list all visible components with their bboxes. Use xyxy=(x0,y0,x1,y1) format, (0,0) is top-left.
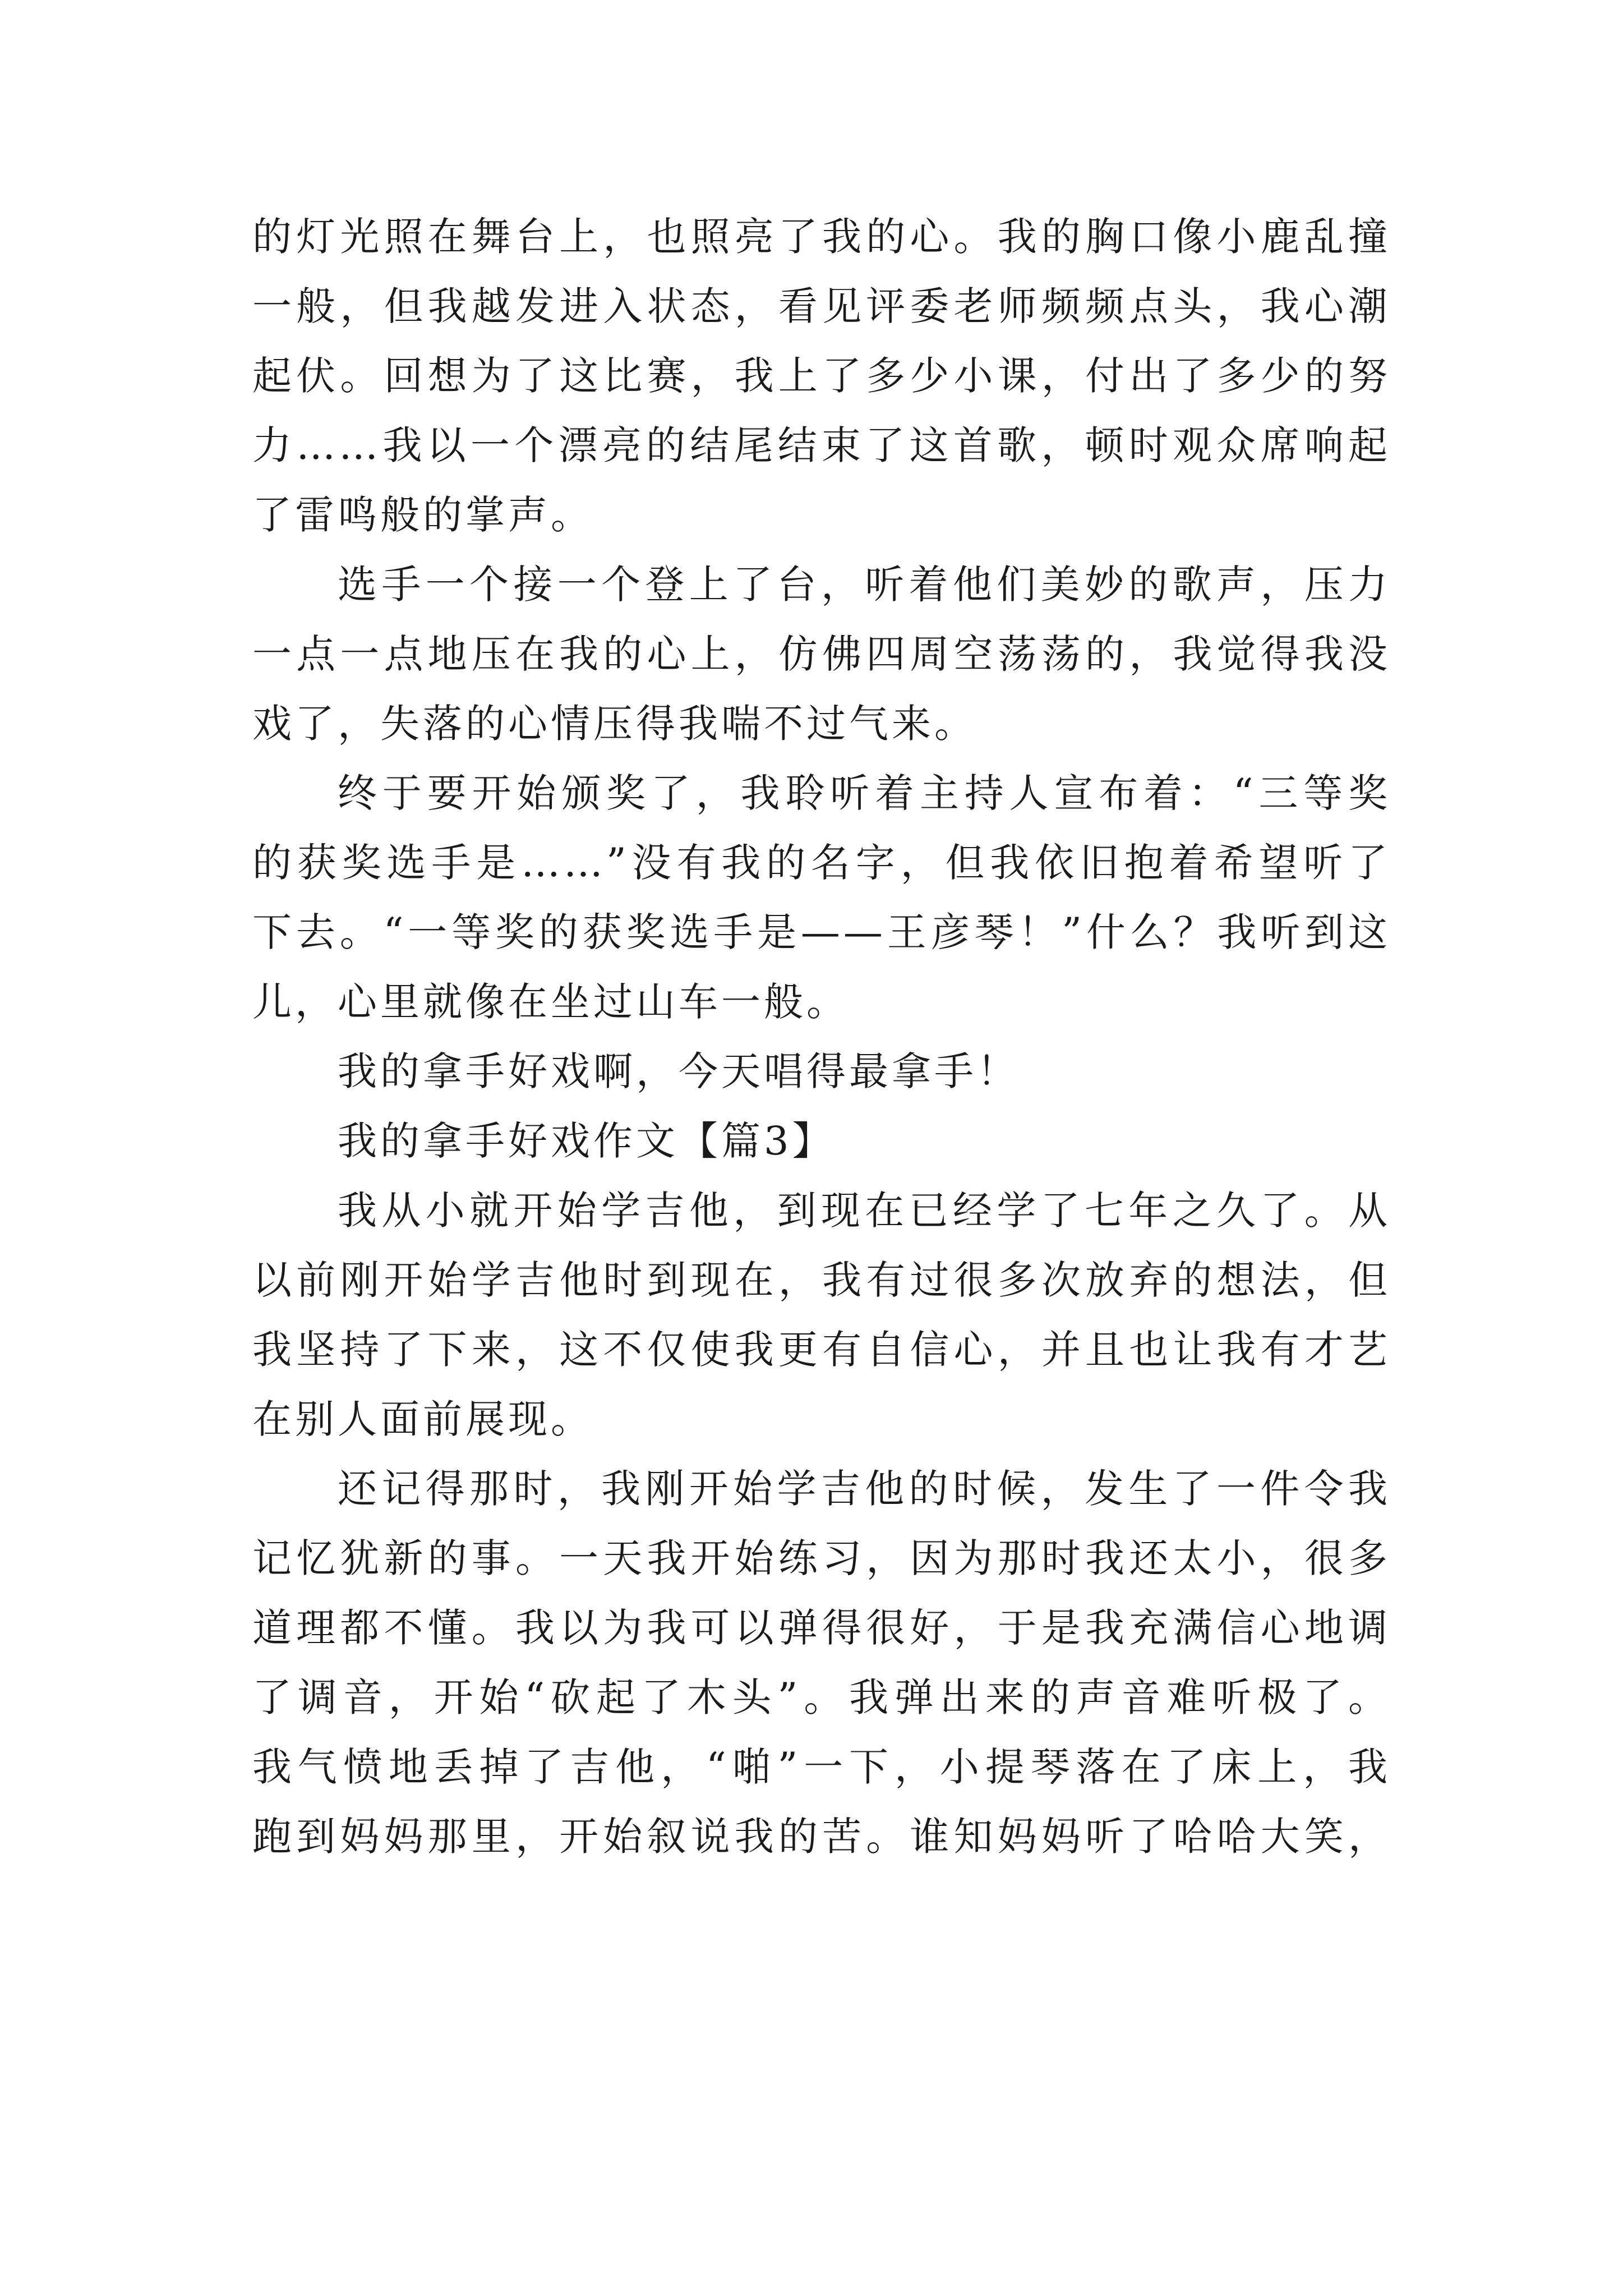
text-line: 下去。“一等奖的获奖选手是——王彦琴！”什么？我听到这 xyxy=(252,909,1391,955)
text-line: 我的拿手好戏啊，今天唱得最拿手！ xyxy=(338,1048,1020,1094)
text-line: 我的拿手好戏作文【篇3】 xyxy=(338,1118,835,1164)
text-line: 力……我以一个漂亮的结尾结束了这首歌，顿时观众席响起 xyxy=(252,422,1391,468)
text-line: 以前刚开始学吉他时到现在，我有过很多次放弃的想法，但 xyxy=(252,1257,1391,1303)
text-line: 终于要开始颁奖了，我聆听着主持人宣布着：“三等奖 xyxy=(338,770,1391,816)
text-line: 记忆犹新的事。一天我开始练习，因为那时我还太小，很多 xyxy=(252,1535,1391,1581)
text-line: 了雷鸣般的掌声。 xyxy=(252,492,593,538)
text-line: 儿，心里就像在坐过山车一般。 xyxy=(252,979,849,1025)
text-line: 起伏。回想为了这比赛，我上了多少小课，付出了多少的努 xyxy=(252,353,1391,399)
document-body xyxy=(252,202,1391,1871)
text-line: 戏了，失落的心情压得我喘不过气来。 xyxy=(252,701,977,747)
text-line: 还记得那时，我刚开始学吉他的时候，发生了一件令我 xyxy=(338,1466,1391,1512)
text-line: 道理都不懂。我以为我可以弹得很好，于是我充满信心地调 xyxy=(252,1605,1391,1651)
text-line: 我气愤地丢掉了吉他，“啪”一下，小提琴落在了床上，我 xyxy=(252,1744,1391,1790)
text-line: 在别人面前展现。 xyxy=(252,1396,593,1442)
text-line: 一般，但我越发进入状态，看见评委老师频频点头，我心潮 xyxy=(252,283,1391,329)
text-line: 跑到妈妈那里，开始叙说我的苦。谁知妈妈听了哈哈大笑， xyxy=(252,1814,1391,1860)
text-line: 一点一点地压在我的心上，仿佛四周空荡荡的，我觉得我没 xyxy=(252,631,1391,677)
text-line: 选手一个接一个登上了台，听着他们美妙的歌声，压力 xyxy=(338,562,1391,608)
text-line: 的灯光照在舞台上，也照亮了我的心。我的胸口像小鹿乱撞 xyxy=(252,214,1391,260)
text-line: 的获奖选手是……”没有我的名字，但我依旧抱着希望听了 xyxy=(252,840,1391,886)
text-line: 了调音，开始“砍起了木头”。我弹出来的声音难听极了。 xyxy=(252,1674,1391,1720)
text-line: 我从小就开始学吉他，到现在已经学了七年之久了。从 xyxy=(338,1188,1391,1234)
text-line: 我坚持了下来，这不仅使我更有自信心，并且也让我有才艺 xyxy=(252,1327,1391,1373)
